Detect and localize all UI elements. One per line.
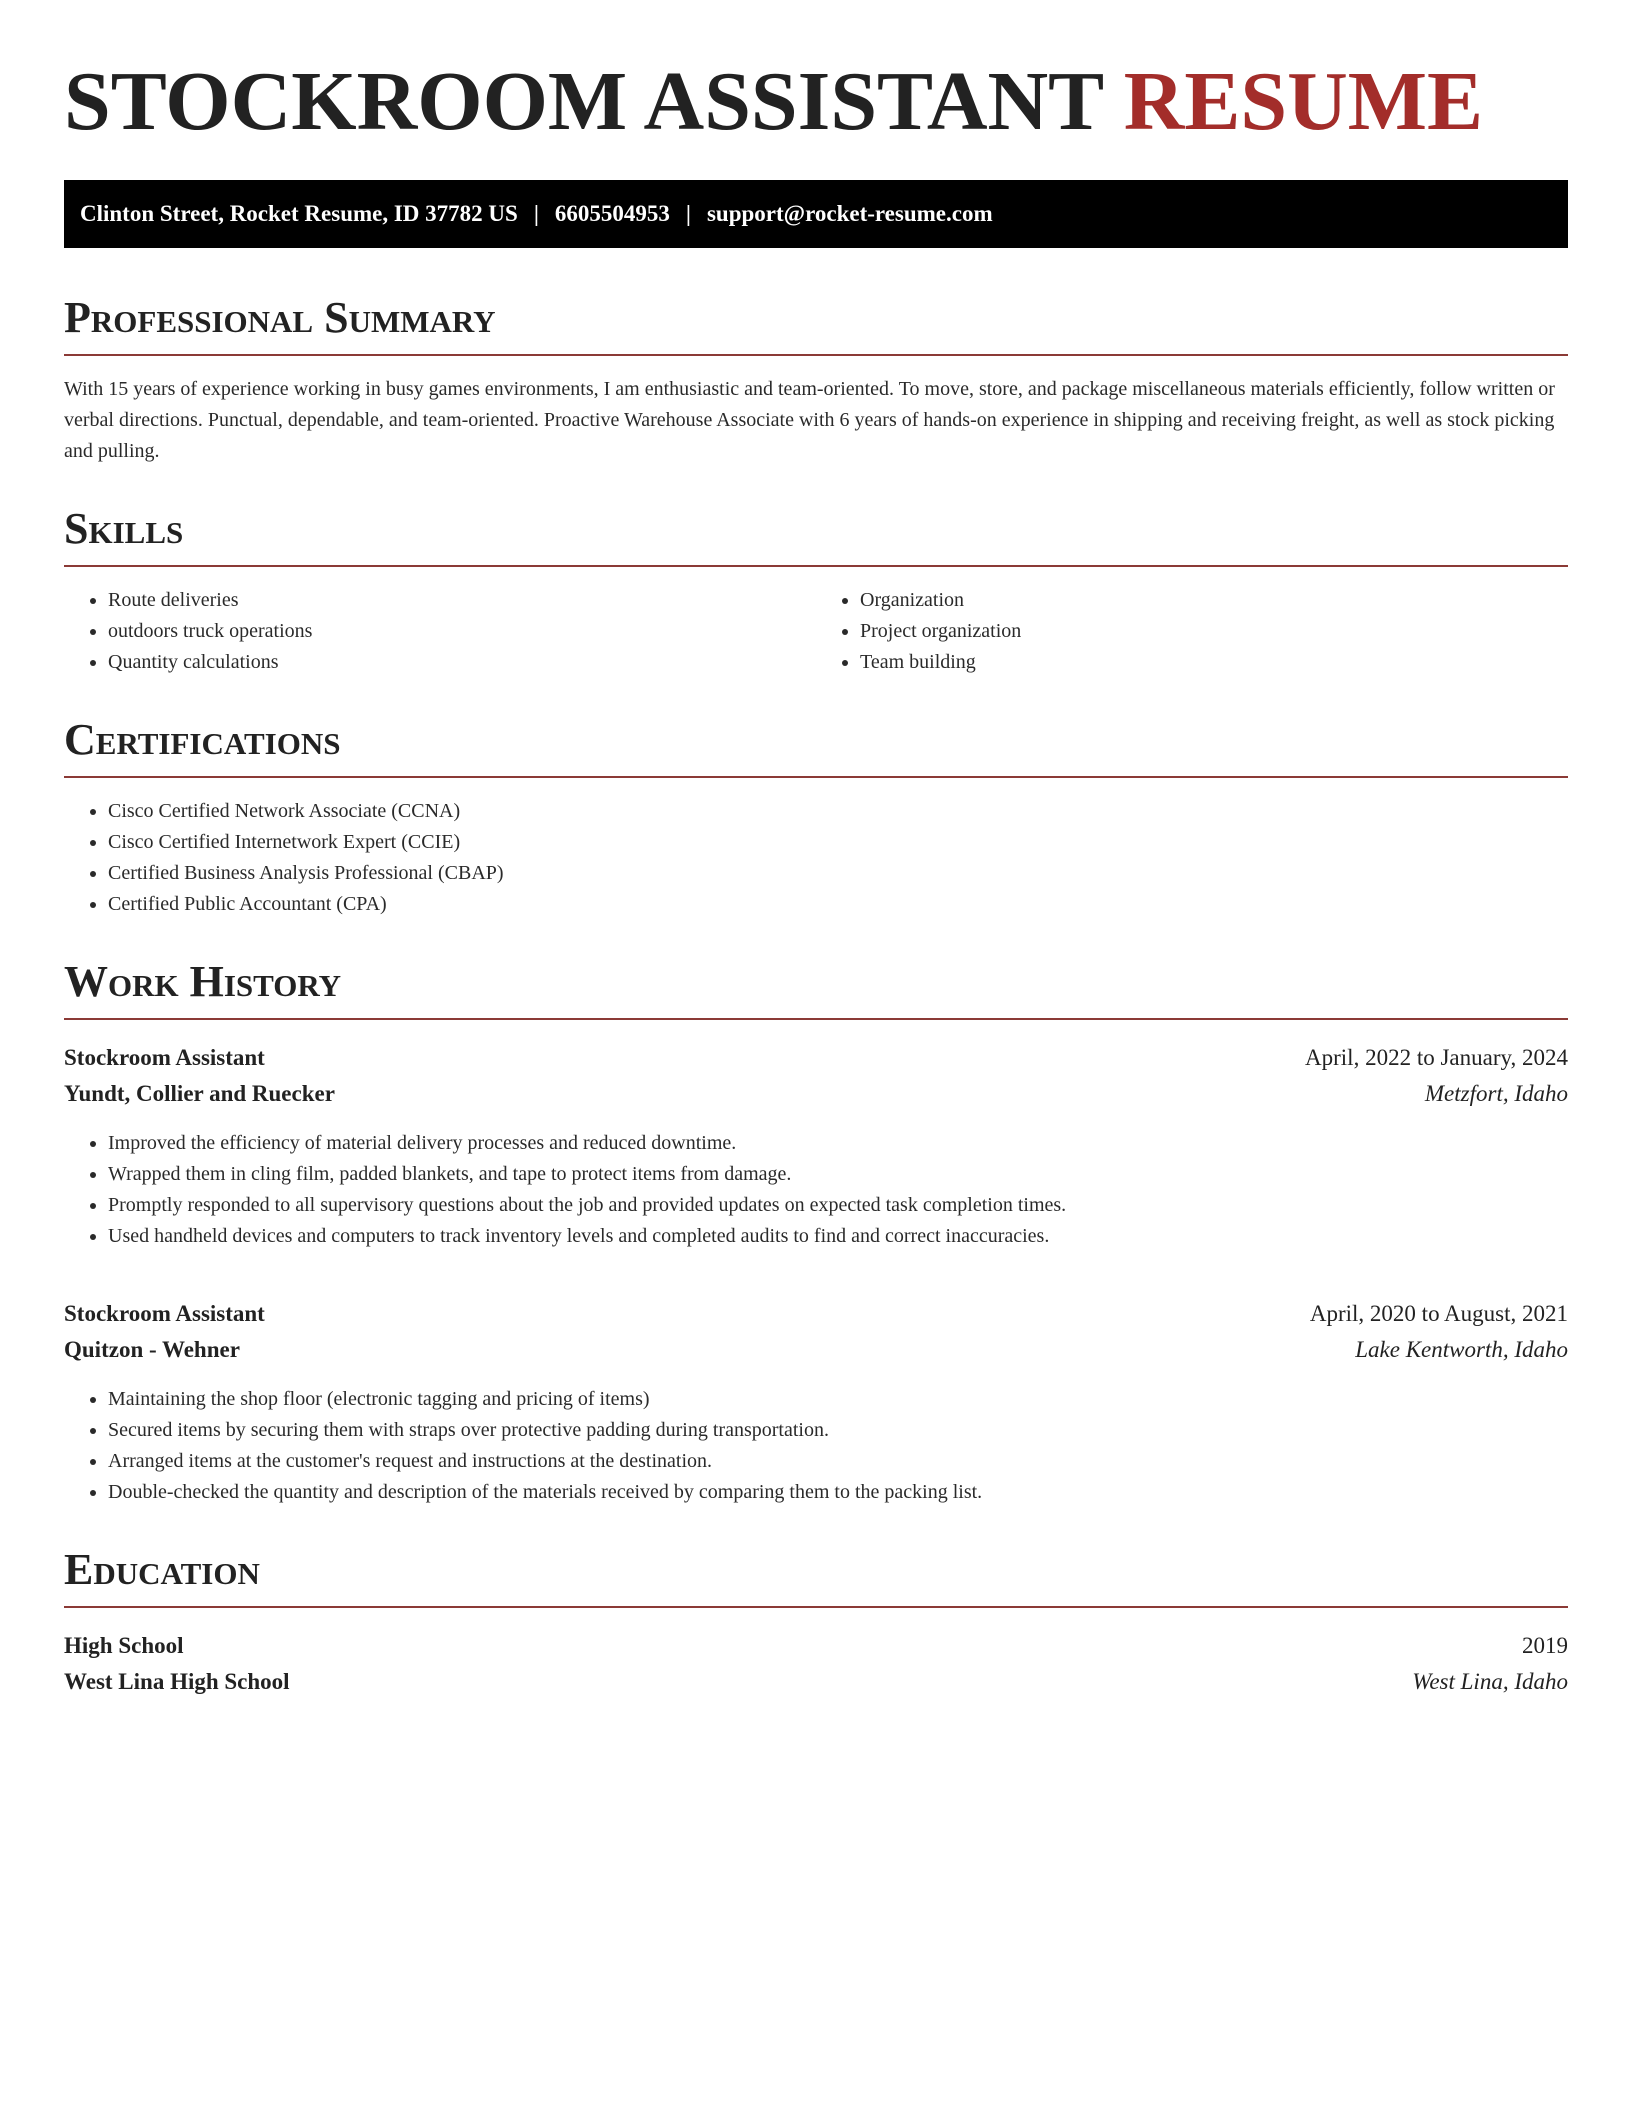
certification-item: • Certified Public Accountant (CPA) [108, 889, 1568, 920]
job-title: Stockroom Assistant [64, 1301, 265, 1326]
job-bullet: • Promptly responded to all supervisory questions about the job and provided updates on expected task completion times. [108, 1190, 1568, 1221]
contact-email: support@rocket-resume.com [706, 201, 993, 226]
job-entry [64, 1040, 1568, 1252]
contact-bar [64, 180, 1568, 248]
certifications-heading: Certifications [64, 714, 1568, 778]
job-bullet: • Wrapped them in cling film, padded blankets, and tape to protect items from damage. [108, 1159, 1568, 1190]
job-company: Yundt, Collier and Ruecker [64, 1081, 335, 1106]
education-school: West Lina High School [64, 1669, 290, 1694]
education-school-row [64, 1664, 1568, 1700]
summary-text: With 15 years of experience working in busy games environments, I am enthusiastic and team-oriented. To move, store, and package miscellaneous materials efficiently, follow written or verbal directions. Punctual, dependable, and team-oriented. Proactive Warehouse Associate with 6 years of hands-on experience in shipping and receiving freight, as well as stock picking and pulling. [64, 378, 1555, 462]
work-history-section [64, 956, 1568, 1508]
skill-item: • Route deliveries [108, 585, 816, 616]
job-dates: April, 2020 to August, 2021 [1309, 1301, 1568, 1326]
resume-title [64, 52, 1568, 152]
job-company-row [64, 1332, 1568, 1368]
job-bullet: • Maintaining the shop floor (electronic tagging and pricing of items) [108, 1384, 1568, 1415]
skill-item: • Team building [860, 647, 1568, 678]
job-bullet: • Double-checked the quantity and description of the materials received by comparing them to the packing list. [108, 1477, 1568, 1508]
skills-heading: Skills [64, 503, 1568, 567]
certification-item: • Cisco Certified Network Associate (CCNA) [108, 796, 1568, 827]
title-accent: RESUME [1123, 55, 1484, 148]
education-entry [64, 1628, 1568, 1700]
skill-item: • Organization [860, 585, 1568, 616]
education-heading: Education [64, 1544, 1568, 1608]
job-company-row [64, 1076, 1568, 1112]
skill-item: • Project organization [860, 616, 1568, 647]
job-header-row [64, 1296, 1568, 1332]
skills-list-left [64, 585, 816, 678]
certification-item: • Certified Business Analysis Professional (CBAP) [108, 858, 1568, 889]
certifications-section [64, 714, 1568, 920]
job-title: Stockroom Assistant [64, 1045, 265, 1070]
summary-section [64, 292, 1568, 467]
job-location: Metzfort, Idaho [1424, 1081, 1568, 1106]
contact-address: Clinton Street, Rocket Resume, ID 37782 US [80, 201, 518, 226]
contact-phone: 6605504953 [554, 201, 670, 226]
work-history-heading: Work History [64, 956, 1568, 1020]
education-degree: High School [64, 1633, 184, 1658]
title-main: STOCKROOM ASSISTANT [64, 55, 1103, 148]
job-bullets [64, 1384, 1568, 1508]
job-company: Quitzon - Wehner [64, 1337, 240, 1362]
job-bullet: • Used handheld devices and computers to track inventory levels and completed audits to find and correct inaccuracies. [108, 1221, 1568, 1252]
job-location: Lake Kentworth, Idaho [1355, 1337, 1568, 1362]
skill-item: • outdoors truck operations [108, 616, 816, 647]
certification-item: • Cisco Certified Internetwork Expert (CCIE) [108, 827, 1568, 858]
job-bullet: • Arranged items at the customer's request and instructions at the destination. [108, 1446, 1568, 1477]
contact-separator: | [685, 201, 691, 226]
job-dates: April, 2022 to January, 2024 [1305, 1045, 1568, 1070]
job-bullets [64, 1128, 1568, 1252]
education-section [64, 1544, 1568, 1700]
skills-grid [64, 567, 1568, 678]
education-year: 2019 [1522, 1633, 1568, 1658]
summary-heading: Professional Summary [64, 292, 1568, 356]
job-bullet: • Secured items by securing them with straps over protective padding during transportation. [108, 1415, 1568, 1446]
job-header-row [64, 1040, 1568, 1076]
skill-item: • Quantity calculations [108, 647, 816, 678]
education-header-row [64, 1628, 1568, 1664]
skills-section [64, 503, 1568, 678]
job-bullet: • Improved the efficiency of material delivery processes and reduced downtime. [108, 1128, 1568, 1159]
contact-separator: | [533, 201, 539, 226]
skills-list-right [816, 585, 1568, 678]
certifications-list [64, 796, 1568, 920]
job-entry [64, 1296, 1568, 1508]
education-location: West Lina, Idaho [1412, 1669, 1568, 1694]
